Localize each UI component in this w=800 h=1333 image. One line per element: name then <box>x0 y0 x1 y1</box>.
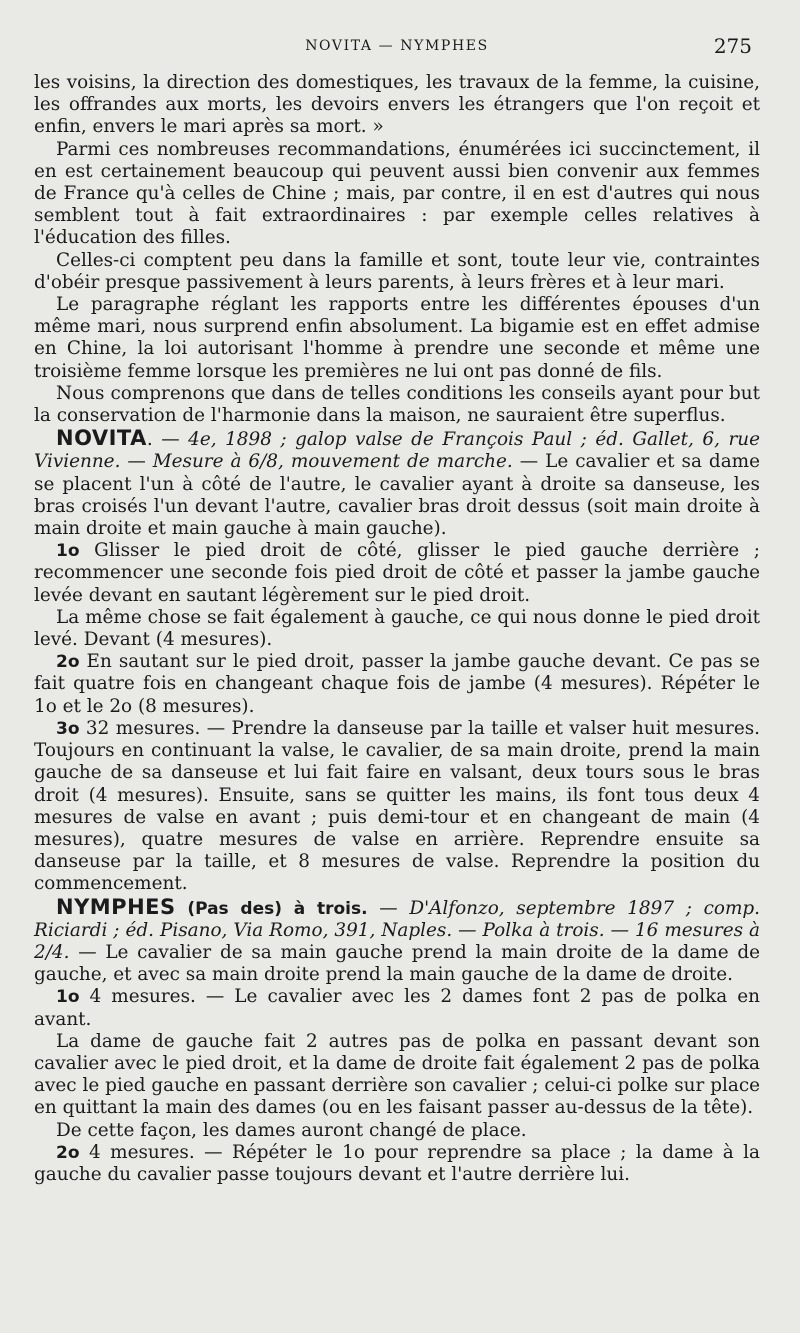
entry-meta: 4e, 1898 ; galop valse de François Paul ; éd. Gallet, 6, rue Vivienne. — Mesure à 6/8, mouvement de marche. <box>34 429 760 473</box>
step-text: En sautant sur le pied droit, passer la jambe gauche devant. Ce pas se fait quatre fois en changeant chaque fois de jambe (4 mesures). Répéter le 1o et le 2o (8 mesures). <box>34 651 760 717</box>
entry-lead: — Le cavalier et sa dame se placent l'un à côté de l'autre, le cavalier ayant à droite sa danseuse, les bras croisés l'un devant l'autre, cavalier bras droit dessus (soit main droite à main droite et main gauche à main gauche). <box>34 451 760 540</box>
step <box>34 718 760 896</box>
paragraph: Celles-ci comptent peu dans la famille et sont, toute leur vie, contraintes d'obéir presque passivement à leurs parents, à leurs frères et à leur mari. <box>34 249 760 293</box>
paragraph: La même chose se fait également à gauche, ce qui nous donne le pied droit levé. Devant (4 mesures). <box>34 606 760 651</box>
step-text: Glisser le pied droit de côté, glisser le pied gauche derrière ; recommencer une seconde fois pied droit de côté et passer la jambe gauche levée devant en sautant légèrement sur le pied droit. <box>34 540 760 606</box>
entry-nymphes <box>34 896 760 987</box>
paragraph: Le paragraphe réglant les rapports entre les différentes épouses d'un même mari, nous surprend enfin absolument. La bigamie est en effet admise en Chine, la loi autorisant l'homme à prendre une seconde et même une troisième femme lorsque les premières ne lui ont pas donné de fils. <box>34 294 760 382</box>
running-title: NOVITA — NYMPHES <box>305 38 489 54</box>
entry-novita <box>34 427 760 540</box>
paragraph: La dame de gauche fait 2 autres pas de polka en passant devant son cavalier avec le pied droit, et la dame de droite fait également 2 pas de polka avec le pied gauche en passant derrière son cavalier ; celui-ci polke sur place en quittant la main des dames (ou en les faisant passer au-dessus de la tête). <box>34 1030 760 1119</box>
entry-meta: D'Alfonzo, septembre 1897 ; comp. Riciardi ; éd. Pisano, Via Romo, 391, Naples. — Polka à trois. — 16 mesures à 2/4. <box>34 897 760 963</box>
paragraph: De cette façon, les dames auront changé de place. <box>56 1119 527 1141</box>
step-text: 4 mesures. — Répéter le 1o pour reprendre sa place ; la dame à la gauche du cavalier passe toujours devant et l'autre derrière lui. <box>34 1141 760 1185</box>
paragraph: Nous comprenons que dans de telles conditions les conseils ayant pour but la conservation de l'harmonie dans la maison, ne sauraient être superflus. <box>34 382 760 427</box>
dash: — <box>367 897 410 919</box>
page-header <box>34 34 760 58</box>
entry-title: NOVITA <box>56 426 147 451</box>
step-number: 1o <box>56 987 80 1008</box>
step <box>34 1142 760 1186</box>
step-number: 2o <box>56 652 80 673</box>
step-number: 3o <box>56 718 80 739</box>
step-text: 32 mesures. — Prendre la danseuse par la taille et valser huit mesures. Toujours en continuant la valse, le cavalier, de sa main droite, prend la main gauche de sa danseuse et lui fait faire en valsant, deux tours sous le bras droit (4 mesures). Ensuite, sans se quitter les mains, ils font tous deux 4 mesures de valse en avant ; puis demi-tour et en changeant de main (4 mesures), quatre mesures de valse en arrière. Reprendre ensuite sa danseuse par la taille, et 8 mesures de valse. Reprendre la position du commencement. <box>34 717 760 895</box>
step <box>34 651 760 718</box>
step-text: 4 mesures. — Le cavalier avec les 2 dames font 2 pas de polka en avant. <box>34 986 760 1030</box>
entry-subtitle: (Pas des) à trois. <box>187 898 368 919</box>
entry-lead: — Le cavalier de sa main gauche prend la main droite de la dame de gauche, et avec sa main droite prend la main gauche de la dame de droite. <box>34 941 760 986</box>
step-number: 2o <box>56 1142 80 1163</box>
step-number: 1o <box>56 541 80 562</box>
body-text <box>34 72 760 1186</box>
dash: . — <box>146 429 189 451</box>
step <box>34 540 760 607</box>
entry-title: NYMPHES <box>56 894 176 919</box>
paragraph: Parmi ces nombreuses recommandations, énumérées ici succinctement, il en est certainement beaucoup qui peuvent aussi bien convenir aux femmes de France qu'à celles de Chine ; mais, par contre, il en est d'autres qui nous semblent tout à fait extraordinaires : par exemple celles relatives à l'éducation des filles. <box>34 138 760 249</box>
step <box>34 986 760 1030</box>
page-number: 275 <box>713 34 752 58</box>
paragraph: les voisins, la direction des domestiques, les travaux de la femme, la cuisine, les offrandes aux morts, les devoirs envers les étrangers que l'on reçoit et enfin, envers le mari après sa mort. » <box>34 72 760 138</box>
